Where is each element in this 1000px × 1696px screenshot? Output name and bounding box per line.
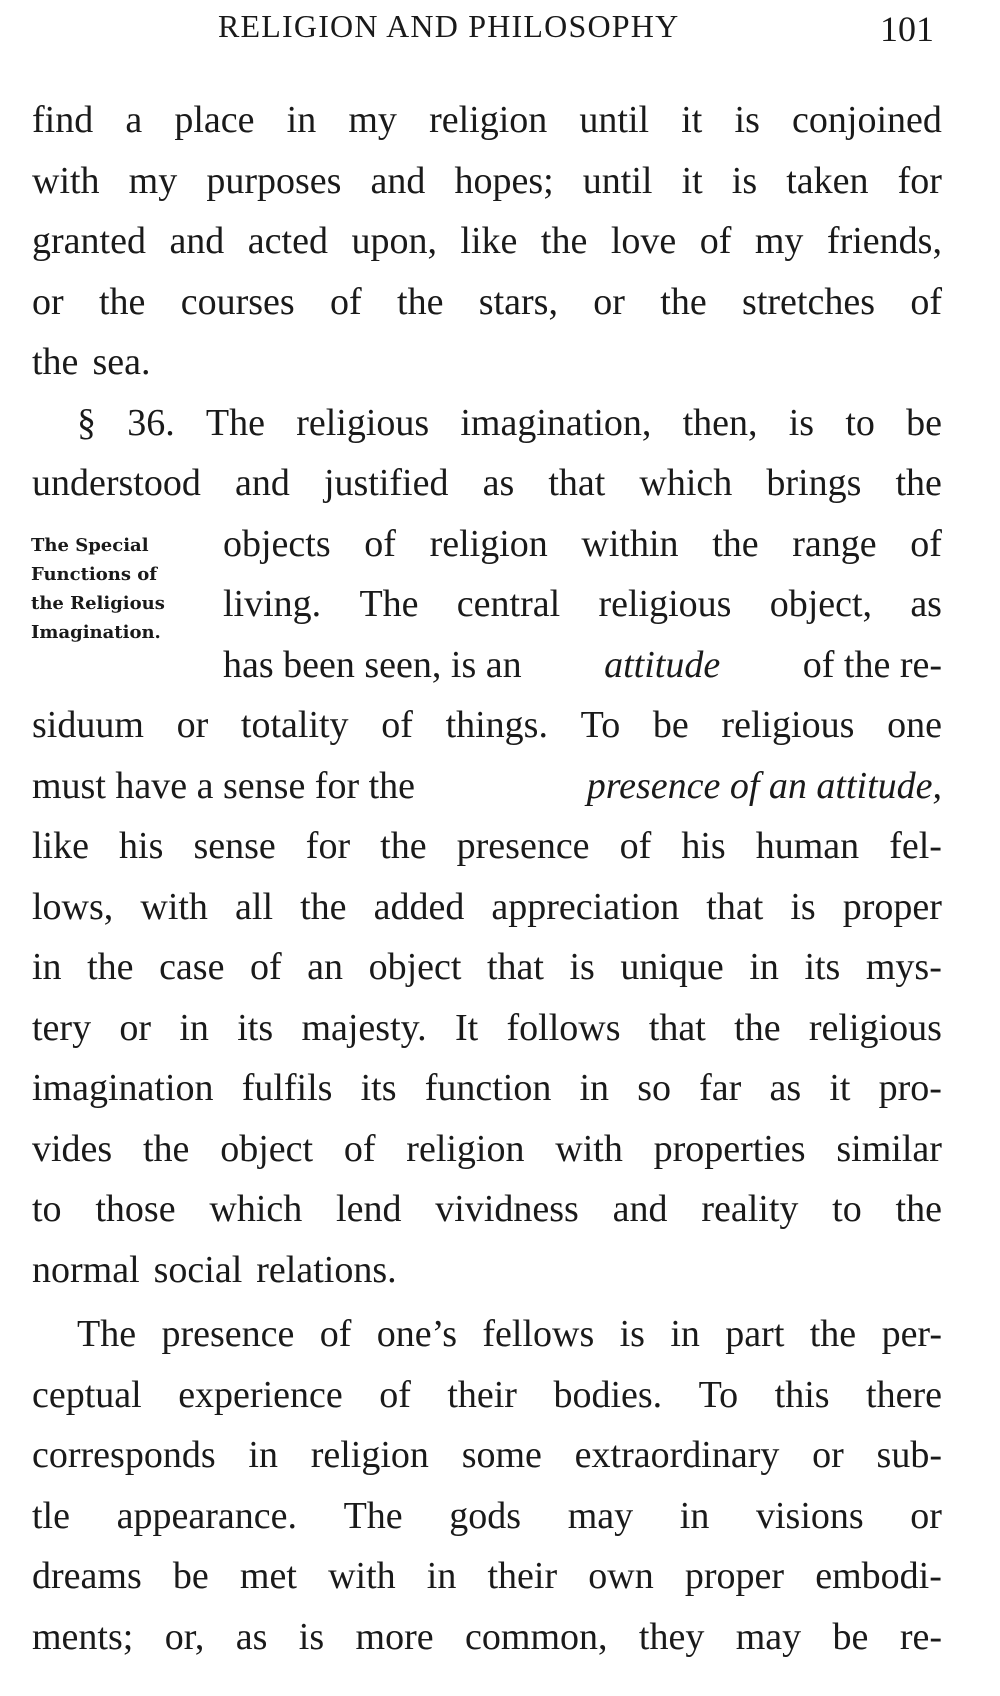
word: similar	[836, 1127, 942, 1170]
text-line	[32, 1546, 942, 1607]
word: central	[456, 583, 561, 625]
emphasis-text: presence of an attitude,	[586, 764, 942, 807]
text-line	[32, 1240, 942, 1301]
word: of	[319, 1313, 352, 1355]
word: the	[660, 280, 707, 323]
word: the	[143, 1127, 190, 1170]
word: the	[712, 522, 759, 565]
word: which	[209, 1188, 303, 1230]
text-segment: must have a sense for the	[32, 764, 416, 807]
word: or	[119, 1006, 152, 1049]
word: as	[769, 1067, 802, 1109]
word: there	[866, 1373, 942, 1416]
word: range	[792, 522, 877, 565]
word: of	[699, 220, 732, 262]
word: function	[424, 1067, 552, 1109]
word: that	[486, 946, 544, 988]
word: until	[579, 99, 650, 141]
word: religion	[406, 1127, 525, 1170]
word: in	[679, 1494, 710, 1537]
word: for	[897, 159, 942, 202]
word: To	[580, 704, 621, 746]
word: sea.	[92, 341, 151, 383]
word: hopes;	[454, 159, 554, 202]
word: fulfils	[241, 1067, 333, 1109]
word: extraordinary	[574, 1434, 780, 1476]
word: gods	[449, 1494, 522, 1537]
word: mys-	[865, 946, 942, 988]
text-line	[32, 877, 942, 938]
text-line	[32, 695, 942, 756]
word: the	[895, 462, 942, 504]
word: social	[153, 1248, 243, 1291]
word: which	[639, 462, 733, 504]
word: in	[749, 946, 779, 988]
word: it	[829, 1067, 851, 1109]
word: be	[172, 1555, 209, 1597]
margin-note-line: The Special	[31, 535, 149, 556]
word: 36.	[127, 401, 175, 444]
word: the	[87, 946, 134, 988]
word: visions	[755, 1494, 864, 1537]
word: of	[364, 522, 396, 565]
word: to	[845, 401, 875, 444]
word: is	[790, 885, 816, 928]
word: as	[235, 1615, 268, 1658]
word: so	[637, 1067, 671, 1109]
word: or	[593, 280, 625, 323]
margin-note-line: the Religious	[31, 593, 165, 614]
word: or	[910, 1494, 942, 1537]
word: to	[832, 1188, 862, 1230]
word: religion	[310, 1434, 429, 1476]
page-header	[0, 6, 1000, 54]
word: conjoined	[792, 99, 942, 141]
word: human	[755, 825, 860, 867]
word: purposes	[206, 159, 342, 202]
word: in	[248, 1434, 278, 1476]
word: is	[731, 159, 758, 202]
text-line	[32, 998, 942, 1059]
word: imagination,	[460, 401, 652, 444]
word: taken	[786, 159, 869, 202]
word: as	[910, 583, 942, 625]
word: per-	[881, 1313, 942, 1355]
word: this	[774, 1373, 830, 1416]
word: and	[169, 220, 225, 262]
word: its	[237, 1006, 274, 1049]
word: may	[567, 1494, 634, 1537]
word: one’s	[376, 1313, 457, 1355]
word: one	[887, 704, 942, 746]
word: with	[140, 885, 208, 928]
word: until	[582, 159, 653, 202]
text-line	[32, 211, 942, 272]
word: proper	[684, 1555, 785, 1597]
text-line	[32, 1486, 942, 1547]
text-segment: of the re-	[802, 643, 942, 686]
text-line	[32, 1304, 942, 1365]
word: be	[832, 1615, 869, 1658]
word: experience	[178, 1373, 343, 1416]
text-line	[32, 1058, 942, 1119]
text-line	[32, 90, 942, 151]
word: The	[205, 401, 265, 444]
word: their	[447, 1373, 517, 1416]
word: in	[670, 1313, 700, 1355]
word: common,	[465, 1615, 608, 1658]
word: vividness	[435, 1188, 579, 1230]
word: the	[895, 1188, 942, 1230]
word: appearance.	[116, 1494, 297, 1537]
word: tery	[32, 1006, 92, 1049]
word: in	[286, 99, 317, 141]
word: object	[220, 1127, 314, 1170]
word: To	[698, 1373, 739, 1416]
word: my	[754, 220, 804, 262]
word: the	[397, 280, 444, 323]
word: the	[734, 1006, 781, 1049]
word: and	[612, 1188, 668, 1230]
text-line	[32, 1365, 942, 1426]
word: of	[249, 946, 282, 988]
word: for	[305, 825, 351, 867]
word: follows	[506, 1006, 621, 1049]
word: granted	[32, 220, 146, 262]
word: met	[239, 1555, 297, 1597]
word: It	[455, 1006, 479, 1049]
word: with	[32, 159, 100, 202]
word: its	[360, 1067, 397, 1109]
word: be	[906, 401, 942, 444]
word: that	[706, 885, 764, 928]
word: of	[379, 1373, 411, 1416]
word: its	[804, 946, 841, 988]
word: ments;	[32, 1615, 134, 1658]
word: that	[648, 1006, 706, 1049]
word: ceptual	[32, 1373, 142, 1416]
word: stretches	[742, 280, 875, 323]
word: brings	[766, 462, 862, 504]
word: object	[368, 946, 462, 988]
text-line	[32, 453, 942, 514]
word: stars,	[478, 280, 558, 323]
word: of	[343, 1127, 376, 1170]
word: in	[179, 1006, 209, 1049]
text-segment: has been seen, is an	[223, 643, 522, 686]
word: religious	[598, 583, 732, 625]
text-line	[32, 151, 942, 212]
word: majesty.	[301, 1006, 427, 1049]
word: like	[32, 825, 89, 867]
word: pro-	[878, 1067, 942, 1109]
word: imagination	[32, 1067, 214, 1109]
word: bodies.	[553, 1373, 663, 1416]
word: object,	[769, 583, 873, 625]
word: presence	[456, 825, 590, 867]
word: they	[638, 1615, 705, 1658]
word: within	[581, 522, 679, 565]
word: with	[555, 1127, 623, 1170]
word: part	[725, 1313, 785, 1355]
word: religious	[721, 704, 855, 746]
word: reality	[701, 1188, 799, 1230]
word: religion	[429, 522, 548, 565]
word: dreams	[32, 1555, 142, 1597]
word: his	[119, 825, 164, 867]
margin-note-line: Functions of	[31, 564, 157, 585]
word: my	[128, 159, 178, 202]
text-line	[32, 937, 942, 998]
word: those	[95, 1188, 176, 1230]
word: is	[788, 401, 815, 444]
word: acted	[247, 220, 328, 262]
word: of	[330, 280, 362, 323]
word: that	[548, 462, 606, 504]
word: to	[32, 1188, 62, 1230]
word: as	[482, 462, 515, 504]
word: a	[125, 99, 143, 141]
text-line	[32, 1179, 942, 1240]
word: totality	[240, 704, 349, 746]
word: understood	[32, 462, 201, 504]
word: my	[348, 99, 397, 141]
word: is	[734, 99, 760, 141]
word: the	[300, 885, 347, 928]
text-line	[223, 635, 942, 696]
margin-note-line: Imagination.	[31, 622, 161, 643]
word: case	[159, 946, 225, 988]
word: justified	[323, 462, 449, 504]
word: lend	[336, 1188, 402, 1230]
word: some	[461, 1434, 542, 1476]
word: corresponds	[32, 1434, 216, 1476]
text-line	[32, 1607, 942, 1668]
word: objects	[223, 522, 331, 565]
page-number: 101	[880, 9, 934, 49]
word: sub-	[876, 1434, 942, 1476]
text-line	[223, 574, 942, 635]
word: proper	[842, 885, 942, 928]
emphasis-text: attitude	[604, 643, 721, 686]
text-line	[32, 1119, 942, 1180]
word: tle	[32, 1494, 70, 1537]
word: the	[540, 220, 588, 262]
word: vides	[32, 1127, 113, 1170]
word: then,	[682, 401, 758, 444]
word: and	[234, 462, 290, 504]
word: the	[32, 341, 79, 383]
word: presence	[161, 1313, 295, 1355]
word: fel-	[889, 825, 942, 867]
word: or	[812, 1434, 844, 1476]
word: may	[735, 1615, 802, 1658]
word: fellows	[482, 1313, 595, 1355]
word: it	[681, 159, 703, 202]
word: appreciation	[491, 885, 680, 928]
word: and	[370, 159, 426, 202]
word: friends,	[826, 220, 942, 262]
word: added	[373, 885, 465, 928]
word: of	[910, 280, 942, 323]
word: or,	[164, 1615, 205, 1658]
word: living.	[223, 583, 322, 625]
word: relations.	[256, 1248, 397, 1291]
word: religion	[429, 99, 548, 141]
word: love	[610, 220, 677, 262]
word: courses	[180, 280, 295, 323]
word: properties	[653, 1127, 806, 1170]
word: in	[32, 946, 62, 988]
word: an	[307, 946, 344, 988]
word: like	[460, 220, 518, 262]
word: is	[569, 946, 595, 988]
word: own	[588, 1555, 654, 1597]
word: sense	[193, 825, 276, 867]
word: lows,	[32, 885, 114, 928]
word: The	[77, 1313, 137, 1355]
word: normal	[32, 1248, 140, 1291]
word: far	[699, 1067, 742, 1109]
word: of	[381, 704, 413, 746]
body-text	[32, 90, 942, 1667]
word: religious	[296, 401, 430, 444]
word: in	[426, 1555, 457, 1597]
word: their	[487, 1555, 558, 1597]
word: find	[32, 99, 94, 141]
word: his	[681, 825, 726, 867]
word: all	[235, 885, 273, 928]
word: upon,	[351, 220, 437, 262]
word: is	[298, 1615, 325, 1658]
word: with	[328, 1555, 396, 1597]
word: The	[343, 1494, 403, 1537]
word: the	[98, 280, 146, 323]
word: place	[174, 99, 255, 141]
text-line	[32, 393, 942, 454]
word: siduum	[32, 704, 144, 746]
word: religious	[808, 1006, 942, 1049]
text-line	[32, 272, 942, 333]
word: §	[77, 401, 96, 444]
word: or	[176, 704, 209, 746]
word: is	[619, 1313, 645, 1355]
word: it	[681, 99, 703, 141]
word: of	[619, 825, 652, 867]
word: unique	[620, 946, 724, 988]
word: The	[359, 583, 419, 625]
word: re-	[899, 1615, 942, 1658]
word: in	[579, 1067, 610, 1109]
text-line	[32, 756, 942, 817]
word: of	[910, 522, 942, 565]
word: things.	[445, 704, 548, 746]
running-title: RELIGION AND PHILOSOPHY	[218, 8, 680, 44]
text-line	[32, 816, 942, 877]
text-line	[223, 514, 942, 575]
word: the	[809, 1313, 857, 1355]
word: be	[652, 704, 689, 746]
text-line	[32, 332, 942, 393]
word: more	[355, 1615, 434, 1658]
word: embodi-	[815, 1555, 942, 1597]
word: the	[380, 825, 427, 867]
text-line	[32, 1425, 942, 1486]
word: or	[32, 280, 64, 323]
